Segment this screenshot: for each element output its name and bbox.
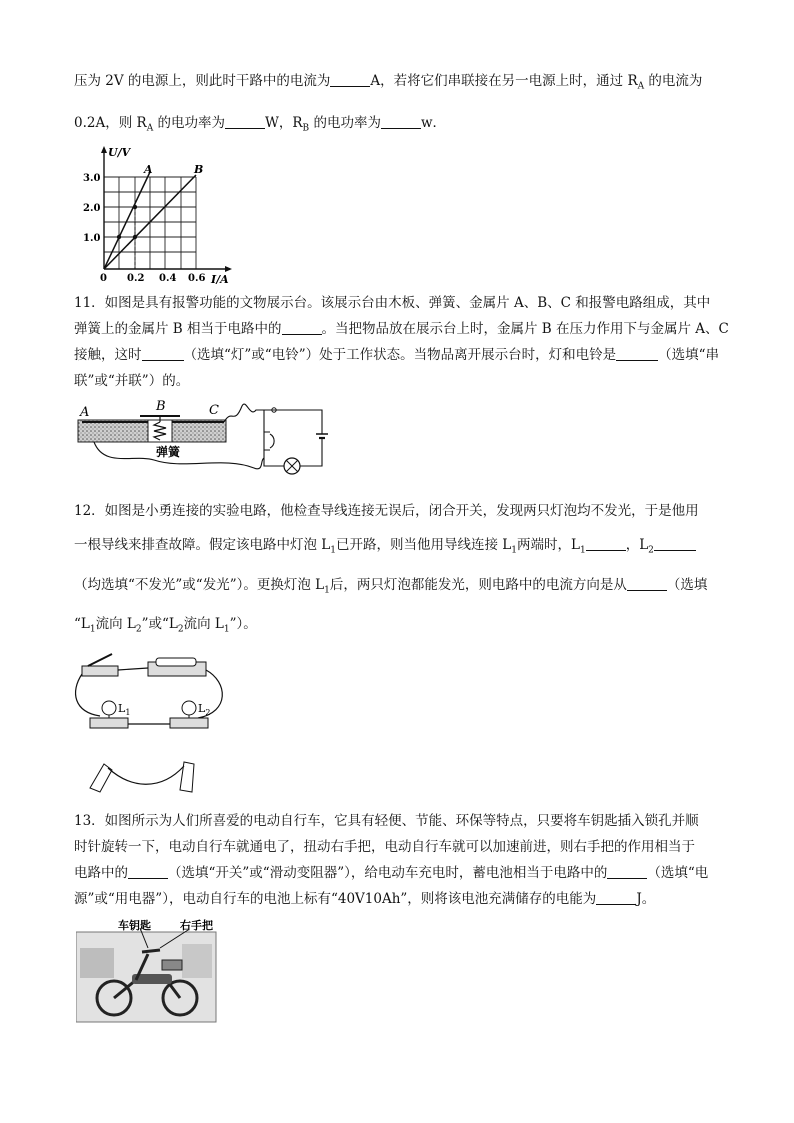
y-tick-label: 2.0 [83,203,101,214]
x-tick-label: 0 [100,273,107,284]
spring-label: 弹簧 [156,445,181,459]
handle-label: 右手把 [180,919,213,932]
switch-lever [88,654,112,666]
q10-line1: 压为 2V 的电源上，则此时干路中的电流为 A，若将它们串联接在另一电源上时，通过 $R_A$ 的电流为 [74,73,703,92]
y-tick-label: 1.0 [83,233,101,244]
answer-blank[interactable] [225,114,265,129]
y-tick-label: 3.0 [83,173,101,184]
line-a-label: A [144,163,153,176]
label-a: A [80,405,90,420]
test-wire [108,766,184,784]
answer-blank[interactable] [142,346,184,361]
electric-bike-figure [76,918,218,1024]
hand-right [180,762,194,792]
circuit-sketch-figure [70,652,230,800]
q10-line2: 0.2A，则 $R_A$ 的电功率为 W，$R_B$ 的电功率为 w． [74,115,447,134]
answer-blank[interactable] [330,72,370,87]
answer-blank[interactable] [627,576,667,591]
basket [162,960,182,970]
line-b-label: B [194,163,204,176]
bell-symbol [264,432,270,450]
x-axis-label: I/A [211,273,229,284]
wire [76,674,100,716]
bulb-2 [182,701,196,715]
lamp-holder-2 [170,718,208,728]
answer-blank[interactable] [596,890,636,905]
label-b: B [156,399,166,414]
question-11-text: 11．如图是具有报警功能的文物展示台。该展示台由木板、弹簧、金属片 A、B、C 和报警电路组成，其中 弹簧上的金属片 B 相当于电路中的 。当把物品放在展示台上时，金属片 B 在压力作用下与金属片 A、C 接触，这时 （选填“灯”或“电铃”）处于工作状态。当物品离开展示台时，灯和电铃是 （选填“串 联”或“并联”）的。 [74,295,729,389]
lamp-holder-1 [90,718,128,728]
x-axis-arrow [225,266,232,272]
u-i-graph [80,142,260,284]
y-axis-label: U/V [108,146,131,159]
handlebar [142,950,160,952]
bulb-1 [102,701,116,715]
battery-cell [156,658,196,666]
line-a [104,172,150,269]
x-tick-label: 0.6 [188,273,206,284]
answer-blank[interactable] [128,864,168,879]
answer-blank[interactable] [282,320,322,335]
x-tick-label: 0.4 [159,273,177,284]
answer-blank[interactable] [616,346,658,361]
bulb-1-label: $L_1$ [118,702,131,717]
spring-slot [148,420,172,442]
question-12-text: 12．如图是小勇连接的实验电路，他检查导线连接无误后，闭合开关，发现两只灯泡均不发光，于是他用 一根导线来排查故障。假定该电路中灯泡 $L_1$已开路，则当他用导线连接 $L_1$两端时，$L_1$ ，$L_2$ （均选填“不发光”或“发光”）。更换灯泡 $L_1$后，两只灯泡都能发光，则电路中的电流方向是从 （选填 “$L_1$流向 $L_2$”或“$L_2$流向 $L_1$”）。 [74,503,708,636]
label-c: C [209,403,219,418]
bulb-2-label: $L_2$ [198,702,211,717]
switch-base [82,666,118,676]
question-13-text: 13．如图所示为人们所喜爱的电动自行车，它具有轻便、节能、环保等特点，只要将车钥匙插入锁孔并顺 时针旋转一下，电动自行车就通电了，扭动右手把，电动自行车就可以加速前进，则右手把的作用相当于 电路中的 （选填“开关”或“滑动变阻器”），给电动车充电时，蓄电池相当于电路中的 （选填“电 源”或“用电器”），电动自行车的电池上标有“40V10Ah”，则将该电池充满储存的电能为 J。 [74,813,709,907]
answer-blank[interactable] [381,114,421,129]
answer-blank[interactable] [586,536,626,551]
y-axis-arrow [101,146,107,153]
point-c [117,235,121,239]
answer-blank[interactable] [607,864,647,879]
answer-blank[interactable] [654,536,696,551]
x-tick-label: 0.2 [127,273,145,284]
display-stand-figure [74,398,344,480]
key-label: 车钥匙 [118,919,151,932]
